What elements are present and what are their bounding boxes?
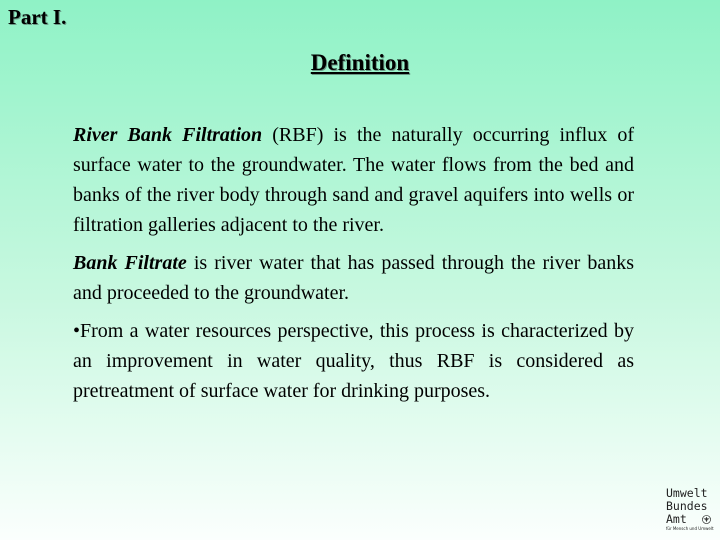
- page-title: Definition: [310, 50, 410, 75]
- federal-eagle-icon: [702, 515, 711, 524]
- term-bank-filtrate: Bank Filtrate: [73, 252, 187, 274]
- logo-tagline: für Mensch und Umwelt: [666, 526, 714, 531]
- logo-line-amt: Amt: [666, 512, 687, 526]
- part-label: Part I.: [8, 5, 67, 29]
- logo-row-amt: [666, 513, 718, 526]
- umweltbundesamt-logo: [666, 487, 718, 531]
- definition-text-rbf: (RBF) is the naturally occurring influx of surface water to the groundwater. The water flows from the bed and banks of the river body through sand and gravel aquifers into wells or filtration galleries adjacent to the river.: [73, 124, 634, 236]
- bullet-paragraph-water-resources: •From a water resources perspective, this process is characterized by an improvement in water quality, thus RBF is considered as pretreatment of surface water for drinking purposes.: [73, 320, 634, 402]
- logo-line-bundes: Bundes: [666, 499, 708, 513]
- body-text: [73, 120, 634, 414]
- definition-text-bank-filtrate: is river water that has passed through the river banks and proceeded to the groundwater.: [73, 252, 634, 304]
- definition-paragraph-bank-filtrate: [73, 248, 634, 308]
- definition-paragraph-rbf: [73, 120, 634, 240]
- term-river-bank-filtration: River Bank Filtration: [73, 124, 263, 146]
- logo-line-umwelt: Umwelt: [666, 486, 708, 500]
